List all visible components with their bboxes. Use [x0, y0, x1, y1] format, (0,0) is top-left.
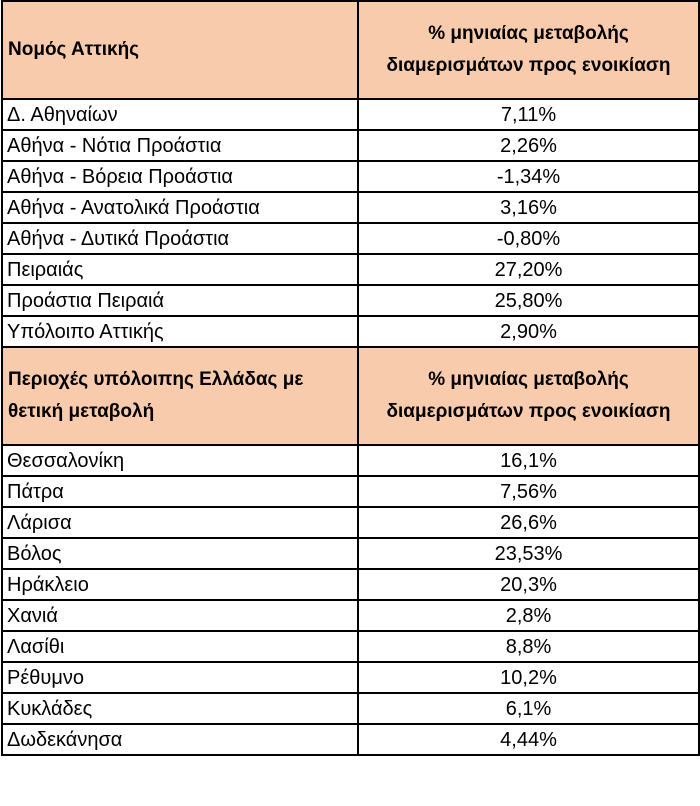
value-cell[interactable]: 20,3% — [358, 569, 699, 600]
attica-header-row — [2, 1, 699, 99]
region-cell[interactable]: Δωδεκάνησα — [2, 724, 358, 755]
table-row — [2, 631, 699, 662]
region-cell[interactable]: Χανιά — [2, 600, 358, 631]
region-cell[interactable]: Αθήνα - Δυτικά Προάστια — [2, 223, 358, 254]
table-row — [2, 600, 699, 631]
region-cell[interactable]: Πειραιάς — [2, 254, 358, 285]
table-row — [2, 538, 699, 569]
region-cell[interactable]: Πάτρα — [2, 476, 358, 507]
value-cell[interactable]: 23,53% — [358, 538, 699, 569]
table-row — [2, 693, 699, 724]
value-cell[interactable]: 27,20% — [358, 254, 699, 285]
region-cell[interactable]: Βόλος — [2, 538, 358, 569]
table-row — [2, 724, 699, 755]
region-cell[interactable]: Αθήνα - Νότια Προάστια — [2, 130, 358, 161]
region-cell[interactable]: Κυκλάδες — [2, 693, 358, 724]
value-cell[interactable]: 2,8% — [358, 600, 699, 631]
table-row — [2, 192, 699, 223]
value-cell[interactable]: 6,1% — [358, 693, 699, 724]
value-cell[interactable]: 26,6% — [358, 507, 699, 538]
table-row — [2, 130, 699, 161]
region-cell[interactable]: Ρέθυμνο — [2, 662, 358, 693]
value-cell[interactable]: 3,16% — [358, 192, 699, 223]
value-cell[interactable]: -0,80% — [358, 223, 699, 254]
value-cell[interactable]: 16,1% — [358, 445, 699, 476]
region-cell[interactable]: Λασίθι — [2, 631, 358, 662]
region-cell[interactable]: Λάρισα — [2, 507, 358, 538]
region-cell[interactable]: Προάστια Πειραιά — [2, 285, 358, 316]
region-cell[interactable]: Θεσσαλονίκη — [2, 445, 358, 476]
table-row — [2, 254, 699, 285]
table-row — [2, 99, 699, 130]
table-row — [2, 476, 699, 507]
table-row — [2, 445, 699, 476]
value-cell[interactable]: 7,11% — [358, 99, 699, 130]
region-cell[interactable]: Δ. Αθηναίων — [2, 99, 358, 130]
attica-region-header[interactable]: Νομός Αττικής — [2, 1, 358, 99]
value-cell[interactable]: 25,80% — [358, 285, 699, 316]
value-cell[interactable]: 10,2% — [358, 662, 699, 693]
table-row — [2, 223, 699, 254]
greece-region-header[interactable]: Περιοχές υπόλοιπης Ελλάδας με θετική μεταβολή — [2, 347, 358, 445]
attica-value-header[interactable]: % μηνιαίας μεταβολής διαμερισμάτων προς ενοικίαση — [358, 1, 699, 99]
table-row — [2, 161, 699, 192]
region-cell[interactable]: Υπόλοιπο Αττικής — [2, 316, 358, 347]
greece-header-row — [2, 347, 699, 445]
value-cell[interactable]: 7,56% — [358, 476, 699, 507]
region-cell[interactable]: Ηράκλειο — [2, 569, 358, 600]
table-row — [2, 662, 699, 693]
table-row — [2, 316, 699, 347]
value-cell[interactable]: 2,90% — [358, 316, 699, 347]
table-row — [2, 285, 699, 316]
region-cell[interactable]: Αθήνα - Βόρεια Προάστια — [2, 161, 358, 192]
value-cell[interactable]: 4,44% — [358, 724, 699, 755]
table-row — [2, 507, 699, 538]
value-cell[interactable]: -1,34% — [358, 161, 699, 192]
region-cell[interactable]: Αθήνα - Ανατολικά Προάστια — [2, 192, 358, 223]
rent-change-table — [1, 0, 700, 756]
greece-value-header[interactable]: % μηνιαίας μεταβολής διαμερισμάτων προς ενοικίαση — [358, 347, 699, 445]
value-cell[interactable]: 8,8% — [358, 631, 699, 662]
table-row — [2, 569, 699, 600]
value-cell[interactable]: 2,26% — [358, 130, 699, 161]
